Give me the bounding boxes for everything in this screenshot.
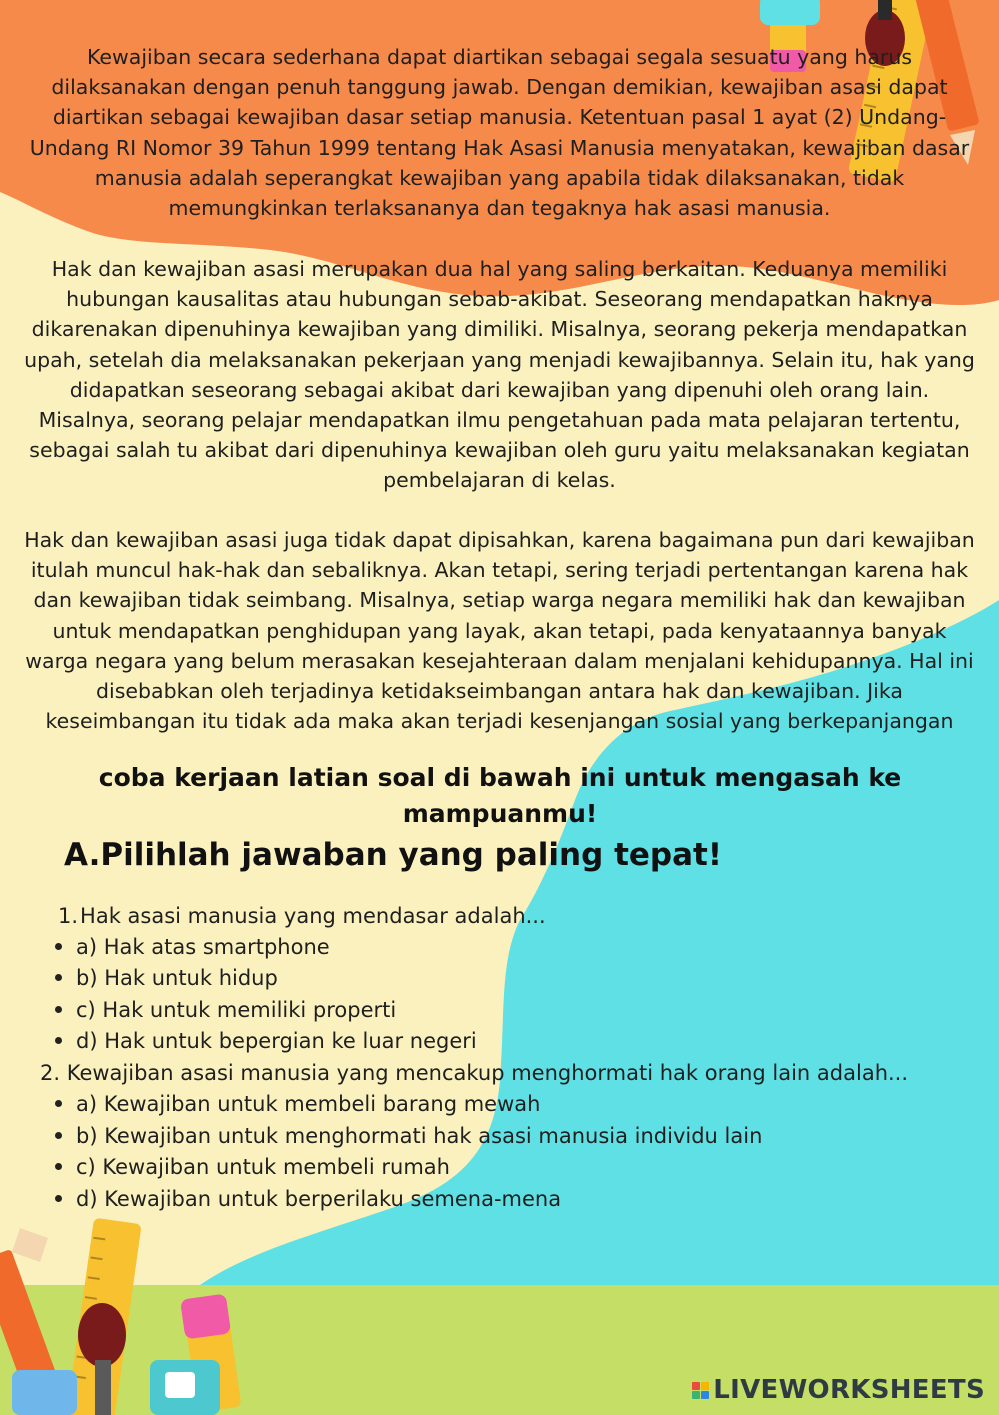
section-title: A.Pilihlah jawaban yang paling tepat! xyxy=(64,837,722,873)
option-2b[interactable] xyxy=(55,1121,762,1151)
option-1c[interactable] xyxy=(55,995,396,1025)
option-label: d) Kewajiban untuk berperilaku semena-mena xyxy=(76,1187,562,1211)
question-text: Hak asasi manusia yang mendasar adalah... xyxy=(80,904,546,928)
option-1a[interactable] xyxy=(55,932,330,962)
bullet-icon xyxy=(55,1100,62,1107)
paragraph-kewajiban-definition: Kewajiban secara sederhana dapat diartikan sebagai segala sesuatu yang harus dilaksanakan dengan penuh tanggung jawab. Dengan demikian, kewajiban asasi dapat diartikan sebagai kewajiban dasar setiap manusia. Ketentuan pasal 1 ayat (2) Undang-Undang RI Nomor 39 Tahun 1999 tentang Hak Asasi Manusia menyatakan, kewajiban dasar manusia adalah seperangkat kewajiban yang apabila tidak dilaksanakan, tidak memungkinkan terlaksananya dan tegaknya hak asasi manusia. xyxy=(29,45,970,221)
option-label: d) Hak untuk bepergian ke luar negeri xyxy=(76,1029,477,1053)
question-1 xyxy=(58,901,546,931)
bullet-icon xyxy=(55,1132,62,1139)
option-label: c) Hak untuk memiliki properti xyxy=(76,998,397,1022)
option-1b[interactable] xyxy=(55,963,278,993)
option-label: c) Kewajiban untuk membeli rumah xyxy=(76,1155,450,1179)
option-label: a) Kewajiban untuk membeli barang mewah xyxy=(76,1092,541,1116)
bullet-icon xyxy=(55,1163,62,1170)
question-2 xyxy=(40,1058,908,1088)
bullet-icon xyxy=(55,974,62,981)
bullet-icon xyxy=(55,943,62,950)
bullet-icon xyxy=(55,1195,62,1202)
paragraph-hak-kewajiban-balance: Hak dan kewajiban asasi juga tidak dapat dipisahkan, karena bagaimana pun dari kewajiban itulah muncul hak-hak dan sebaliknya. Akan tetapi, sering terjadi pertentangan karena hak dan kewajiban tidak seimbang. Misalnya, setiap warga negara memiliki hak dan kewajiban untuk mendapatkan penghidupan yang layak, akan tetapi, pada kenyataannya banyak warga negara yang belum merasakan kesejahteraan dalam menjalani kehidupannya. Hal ini disebabkan oleh terjadinya ketidakseimbangan antara hak dan kewajiban. Jika keseimbangan itu tidak ada maka akan terjadi kesenjangan sosial yang berkepanjangan xyxy=(24,528,975,734)
question-text: Kewajiban asasi manusia yang mencakup menghormati hak orang lain adalah... xyxy=(66,1061,909,1085)
liveworksheets-logo-icon xyxy=(692,1382,709,1399)
bullet-icon xyxy=(55,1006,62,1013)
option-2a[interactable] xyxy=(55,1089,540,1119)
question-number: 2. xyxy=(40,1061,61,1085)
option-label: b) Hak untuk hidup xyxy=(76,966,278,990)
question-number: 1. xyxy=(58,904,79,928)
option-2d[interactable] xyxy=(55,1184,561,1214)
brand-name: LIVEWORKSHEETS xyxy=(713,1375,985,1405)
option-1d[interactable] xyxy=(55,1026,477,1056)
liveworksheets-brand[interactable] xyxy=(692,1375,985,1405)
bullet-icon xyxy=(55,1037,62,1044)
option-label: a) Hak atas smartphone xyxy=(76,935,330,959)
paragraph-hak-kewajiban-relation: Hak dan kewajiban asasi merupakan dua hal yang saling berkaitan. Keduanya memiliki hubungan kausalitas atau hubungan sebab-akibat. Seseorang mendapatkan haknya dikarenakan dipenuhinya kewajiban yang dimiliki. Misalnya, seorang pekerja mendapatkan upah, setelah dia melaksanakan pekerjaan yang menjadi kewajibannya. Selain itu, hak yang didapatkan seseorang sebagai akibat dari kewajiban yang dipenuhi oleh orang lain. Misalnya, seorang pelajar mendapatkan ilmu pengetahuan pada mata pelajaran tertentu, sebagai salah tu akibat dari dipenuhinya kewajiban oleh guru yaitu melaksanakan kegiatan pembelajaran di kelas. xyxy=(24,257,975,493)
option-label: b) Kewajiban untuk menghormati hak asasi manusia individu lain xyxy=(76,1124,763,1148)
option-2c[interactable] xyxy=(55,1152,450,1182)
exercise-prompt: coba kerjaan latian soal di bawah ini untuk mengasah ke mampuanmu! xyxy=(98,763,902,828)
